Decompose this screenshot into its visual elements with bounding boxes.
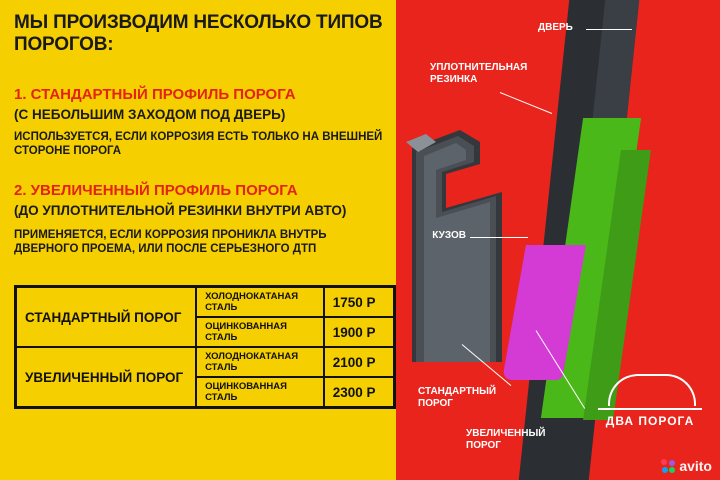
- callout-standard-line2: ПОРОГ: [418, 398, 453, 409]
- row-material: ХОЛОДНОКАТАНАЯ СТАЛЬ: [196, 347, 324, 377]
- option-1-title: 1. СТАНДАРТНЫЙ ПРОФИЛЬ ПОРОГА: [14, 86, 296, 103]
- row-material: ХОЛОДНОКАТАНАЯ СТАЛЬ: [196, 287, 324, 318]
- callout-extended-label: [466, 428, 586, 452]
- callout-extended-line2: ПОРОГ: [466, 440, 501, 451]
- option-1-description: ИСПОЛЬЗУЕТСЯ, ЕСЛИ КОРРОЗИЯ ЕСТЬ ТОЛЬКО НА ВНЕШНЕЙ СТОРОНЕ ПОРОГА: [14, 131, 383, 157]
- table-row: [16, 347, 395, 377]
- callout-standard-label: [418, 386, 528, 410]
- illustration-panel: [396, 0, 720, 480]
- page-title: МЫ ПРОИЗВОДИМ НЕСКОЛЬКО ТИПОВ ПОРОГОВ:: [14, 12, 383, 55]
- avito-dots-icon: [661, 459, 675, 473]
- car-icon: [608, 374, 696, 406]
- logo-divider: [598, 408, 702, 410]
- callout-door-line: [586, 29, 632, 30]
- logo-text: ДВА ПОРОГА: [605, 414, 695, 428]
- price-table: [14, 285, 396, 409]
- row-material: ОЦИНКОВАННАЯ СТАЛЬ: [196, 317, 324, 347]
- option-2-subtitle: (ДО УПЛОТНИТЕЛЬНОЙ РЕЗИНКИ ВНУТРИ АВТО): [14, 203, 347, 218]
- callout-seal-label: [430, 62, 550, 86]
- brand-logo: [590, 368, 710, 438]
- callout-door-label: ДВЕРЬ: [538, 22, 573, 33]
- callout-standard-line1: СТАНДАРТНЫЙ: [418, 386, 497, 397]
- row-name-standard: СТАНДАРТНЫЙ ПОРОГ: [16, 287, 197, 348]
- avito-watermark: [661, 458, 712, 474]
- table-row: [16, 287, 395, 318]
- option-2-description: ПРИМЕНЯЕТСЯ, ЕСЛИ КОРРОЗИЯ ПРОНИКЛА ВНУТРЬ ДВЕРНОГО ПРОЕМА, ИЛИ ПОСЛЕ СЕРЬЕЗНОГО ДТП: [14, 229, 327, 255]
- option-2-title: 2. УВЕЛИЧЕННЫЙ ПРОФИЛЬ ПОРОГА: [14, 182, 298, 199]
- callout-seal-line1: УПЛОТНИТЕЛЬНАЯ: [430, 62, 528, 73]
- callout-extended-line1: УВЕЛИЧЕННЫЙ: [466, 428, 546, 439]
- row-price: 1750 Р: [324, 287, 395, 318]
- row-name-extended: УВЕЛИЧЕННЫЙ ПОРОГ: [16, 347, 197, 408]
- option-1-subtitle: (С НЕБОЛЬШИМ ЗАХОДОМ ПОД ДВЕРЬ): [14, 107, 286, 122]
- row-price: 2100 Р: [324, 347, 395, 377]
- callout-body-line: [470, 237, 528, 238]
- avito-label: avito: [679, 458, 712, 474]
- row-price: 1900 Р: [324, 317, 395, 347]
- row-price: 2300 Р: [324, 377, 395, 408]
- callout-body-label: КУЗОВ: [432, 230, 466, 241]
- row-material: ОЦИНКОВАННАЯ СТАЛЬ: [196, 377, 324, 408]
- callout-seal-line2: РЕЗИНКА: [430, 74, 478, 85]
